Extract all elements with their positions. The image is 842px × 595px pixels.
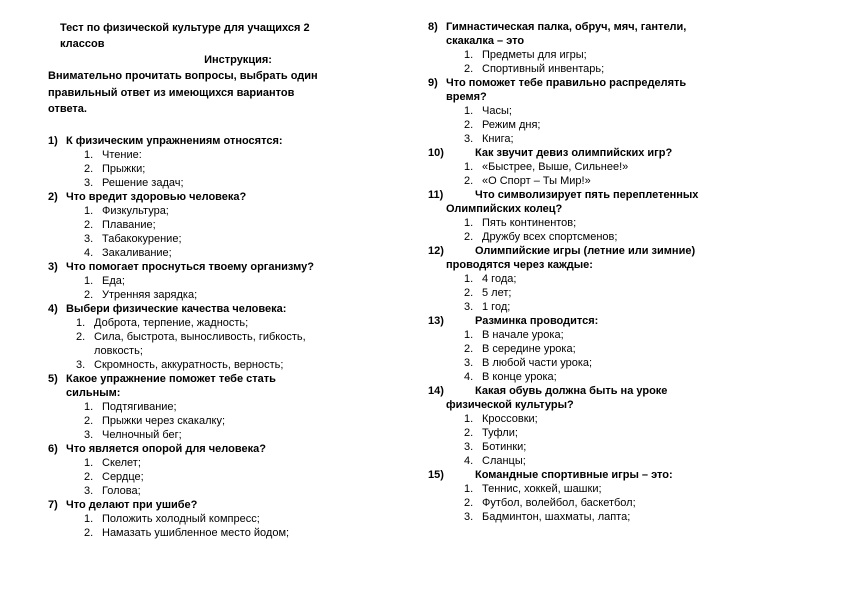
- question-block: [48, 302, 408, 372]
- question-text: Гимнастическая палка, обруч, мяч, гантели,: [446, 21, 687, 33]
- answer-number: 3.: [464, 357, 474, 369]
- question-number: 9): [428, 77, 438, 89]
- question-block: [48, 498, 408, 540]
- question-block: [48, 442, 408, 498]
- question-text-line: [48, 302, 408, 316]
- answer-text: Челночный бег;: [102, 428, 182, 441]
- answer-number: 1.: [464, 483, 474, 495]
- answer-number: 2.: [464, 119, 474, 131]
- question-text: К физическим упражнениям относятся:: [66, 134, 283, 147]
- answer-option: [48, 148, 408, 162]
- answer-number: 1.: [464, 217, 474, 229]
- answer-text: Еда;: [102, 274, 125, 287]
- answer-option: [48, 162, 408, 176]
- questions-list-right: [428, 20, 798, 524]
- answer-option: [428, 300, 798, 314]
- answer-text: Сланцы;: [482, 455, 526, 467]
- question-number: 5): [48, 372, 58, 385]
- answer-option: [48, 316, 408, 330]
- answer-number: 3.: [84, 176, 94, 189]
- answer-number: 3.: [464, 511, 474, 523]
- answer-number: 1.: [464, 49, 474, 61]
- answer-option: [428, 370, 798, 384]
- question-text-line: [48, 190, 408, 204]
- answer-text: Сердце;: [102, 470, 144, 483]
- question-text-line: [428, 398, 798, 412]
- question-block: [48, 260, 408, 302]
- answer-number: 1.: [84, 512, 94, 525]
- questions-list-left: [48, 134, 408, 540]
- question-text-line: [428, 468, 798, 482]
- question-block: [428, 146, 798, 188]
- answer-number: 2.: [464, 497, 474, 509]
- question-number: 3): [48, 260, 58, 273]
- question-number: 13): [428, 315, 444, 327]
- answer-text: Плавание;: [102, 218, 156, 231]
- answer-text: Пять континентов;: [482, 217, 577, 229]
- answer-text: 1 год;: [482, 301, 511, 313]
- answer-number: 1.: [464, 329, 474, 341]
- answer-number: 1.: [84, 456, 94, 469]
- answer-text: Голова;: [102, 484, 141, 497]
- answer-option: [48, 526, 408, 540]
- answer-text: Предметы для игры;: [482, 49, 587, 61]
- answer-option: [428, 510, 798, 524]
- question-text-line: [428, 90, 798, 104]
- question-text-line: [428, 34, 798, 48]
- answer-number: 1.: [464, 105, 474, 117]
- question-text-line: [48, 134, 408, 148]
- answer-option: [428, 48, 798, 62]
- question-number: 4): [48, 302, 58, 315]
- question-text: проводятся через каждые:: [446, 259, 593, 271]
- answer-option: [48, 456, 408, 470]
- question-block: [428, 314, 798, 384]
- answer-number: 3.: [464, 441, 474, 453]
- answer-text: Физкультура;: [102, 204, 169, 217]
- answer-number: 4.: [464, 371, 474, 383]
- document-title-line-1: Тест по физической культуре для учащихся 2: [60, 22, 310, 34]
- question-text: скакалка – это: [446, 35, 525, 47]
- answer-number: 1.: [76, 316, 86, 329]
- instruction-heading: Инструкция:: [204, 54, 272, 66]
- answer-text: Намазать ушибленное место йодом;: [102, 526, 290, 539]
- question-text-line: [48, 372, 408, 386]
- question-text-line: [48, 386, 408, 400]
- answer-option: [428, 216, 798, 230]
- question-block: [48, 190, 408, 260]
- question-block: [428, 244, 798, 314]
- answer-option: [428, 160, 798, 174]
- answer-option: [428, 286, 798, 300]
- answer-text: В начале урока;: [482, 329, 564, 341]
- answer-option: [48, 400, 408, 414]
- answer-number: 1.: [464, 413, 474, 425]
- answer-option: [48, 218, 408, 232]
- answer-text: Утренняя зарядка;: [102, 288, 198, 301]
- answer-number: 2.: [464, 63, 474, 75]
- question-text: Что символизирует пять переплетенных: [475, 189, 699, 201]
- question-text-line: [428, 146, 798, 160]
- answer-option: [48, 232, 408, 246]
- answer-number: 3.: [84, 484, 94, 497]
- question-block: [428, 468, 798, 524]
- answer-text: Спортивный инвентарь;: [482, 63, 605, 75]
- answer-text: В середине урока;: [482, 343, 576, 355]
- question-text: Что помогает проснуться твоему организму?: [66, 260, 314, 273]
- answer-option: [428, 328, 798, 342]
- answer-text: В конце урока;: [482, 371, 557, 383]
- question-text-line: [48, 260, 408, 274]
- question-number: 2): [48, 190, 58, 203]
- answer-option: [48, 288, 408, 302]
- answer-option: [428, 174, 798, 188]
- left-column: [48, 20, 408, 540]
- answer-option: [428, 272, 798, 286]
- answer-number: 2.: [84, 470, 94, 483]
- answer-option: [48, 470, 408, 484]
- answer-text: «Быстрее, Выше, Сильнее!»: [482, 161, 629, 173]
- answer-option: [48, 274, 408, 288]
- question-text: физической культуры?: [446, 399, 574, 411]
- answer-text: Дружбу всех спортсменов;: [482, 231, 618, 243]
- answer-text: ловкость;: [94, 344, 143, 357]
- right-column: [428, 20, 798, 524]
- question-text-line: [428, 314, 798, 328]
- answer-option: [428, 104, 798, 118]
- question-text: Командные спортивные игры – это:: [475, 469, 673, 481]
- question-text: Выбери физические качества человека:: [66, 302, 287, 315]
- question-text: Разминка проводится:: [475, 315, 599, 327]
- question-number: 8): [428, 21, 438, 33]
- question-block: [428, 76, 798, 146]
- question-text: время?: [446, 91, 487, 103]
- answer-text: Доброта, терпение, жадность;: [94, 316, 249, 329]
- question-text: сильным:: [66, 386, 121, 399]
- instruction-line: ответа.: [48, 103, 87, 115]
- question-text-line: [428, 202, 798, 216]
- answer-text: Теннис, хоккей, шашки;: [482, 483, 602, 495]
- question-block: [428, 384, 798, 468]
- question-text-line: [428, 20, 798, 34]
- answer-number: 2.: [464, 427, 474, 439]
- answer-option: [428, 496, 798, 510]
- answer-text: 4 года;: [482, 273, 517, 285]
- answer-text: Скромность, аккуратность, верность;: [94, 358, 284, 371]
- answer-number: 1.: [464, 273, 474, 285]
- answer-text: Сила, быстрота, выносливость, гибкость,: [94, 330, 306, 343]
- answer-text: Подтягивание;: [102, 400, 177, 413]
- answer-option: [428, 230, 798, 244]
- answer-text: Прыжки;: [102, 162, 146, 175]
- answer-text: «О Спорт – Ты Мир!»: [482, 175, 591, 187]
- question-number: 12): [428, 245, 444, 257]
- answer-text: Чтение:: [102, 148, 142, 161]
- question-text: Олимпийские игры (летние или зимние): [475, 245, 696, 257]
- answer-number: 3.: [464, 301, 474, 313]
- answer-text: Решение задач;: [102, 176, 184, 189]
- answer-text: Ботинки;: [482, 441, 527, 453]
- question-block: [48, 372, 408, 442]
- question-text-line: [48, 498, 408, 512]
- answer-number: 3.: [76, 358, 86, 371]
- answer-number: 1.: [84, 400, 94, 413]
- answer-option: [428, 132, 798, 146]
- instruction-line: Внимательно прочитать вопросы, выбрать один: [48, 70, 318, 82]
- answer-text: Скелет;: [102, 456, 141, 469]
- question-text: Как звучит девиз олимпийских игр?: [475, 147, 673, 159]
- answer-number: 4.: [84, 246, 94, 259]
- answer-text: Положить холодный компресс;: [102, 512, 260, 525]
- answer-text: Режим дня;: [482, 119, 541, 131]
- answer-number: 2.: [84, 414, 94, 427]
- answer-text: 5 лет;: [482, 287, 512, 299]
- question-text: Что вредит здоровью человека?: [66, 190, 247, 203]
- answer-text: Прыжки через скакалку;: [102, 414, 225, 427]
- question-text: Что делают при ушибе?: [66, 498, 198, 511]
- question-text: Что является опорой для человека?: [66, 442, 266, 455]
- answer-option: [48, 330, 408, 344]
- answer-option: [48, 176, 408, 190]
- answer-text: Закаливание;: [102, 246, 172, 259]
- answer-option: [428, 62, 798, 76]
- answer-number: 3.: [84, 232, 94, 245]
- answer-text: Футбол, волейбол, баскетбол;: [482, 497, 636, 509]
- answer-number: 3.: [84, 428, 94, 441]
- question-text-line: [428, 384, 798, 398]
- question-text-line: [428, 258, 798, 272]
- question-block: [428, 20, 798, 76]
- answer-number: 2.: [76, 330, 86, 343]
- answer-option: [428, 342, 798, 356]
- answer-option: [428, 482, 798, 496]
- document-title-line-2: классов: [60, 38, 105, 50]
- answer-number: 1.: [84, 274, 94, 287]
- answer-option: [428, 454, 798, 468]
- answer-text: Туфли;: [482, 427, 518, 439]
- answer-option: [48, 358, 408, 372]
- question-text: Олимпийских колец?: [446, 203, 563, 215]
- answer-text: В любой части урока;: [482, 357, 593, 369]
- answer-number: 1.: [464, 161, 474, 173]
- answer-number: 2.: [464, 343, 474, 355]
- question-number: 7): [48, 498, 58, 511]
- answer-option: [428, 440, 798, 454]
- question-number: 14): [428, 385, 444, 397]
- answer-number: 2.: [464, 175, 474, 187]
- question-text-line: [48, 442, 408, 456]
- answer-option: [48, 344, 408, 358]
- question-text: Что поможет тебе правильно распределять: [446, 77, 687, 89]
- question-block: [48, 134, 408, 190]
- answer-number: 2.: [84, 526, 94, 539]
- answer-number: 2.: [464, 287, 474, 299]
- answer-option: [428, 412, 798, 426]
- spacer: [48, 118, 408, 134]
- answer-number: 2.: [84, 162, 94, 175]
- answer-text: Книга;: [482, 133, 514, 145]
- answer-number: 4.: [464, 455, 474, 467]
- answer-option: [428, 356, 798, 370]
- answer-option: [48, 428, 408, 442]
- answer-number: 1.: [84, 204, 94, 217]
- question-number: 11): [428, 189, 444, 201]
- answer-number: 1.: [84, 148, 94, 161]
- question-number: 6): [48, 442, 58, 455]
- answer-option: [48, 414, 408, 428]
- answer-option: [48, 204, 408, 218]
- question-number: 10): [428, 147, 444, 159]
- answer-text: Табакокурение;: [102, 232, 182, 245]
- answer-option: [48, 246, 408, 260]
- answer-option: [48, 484, 408, 498]
- question-number: 15): [428, 469, 444, 481]
- answer-text: Часы;: [482, 105, 512, 117]
- question-text-line: [428, 188, 798, 202]
- answer-option: [428, 426, 798, 440]
- answer-option: [428, 118, 798, 132]
- answer-text: Кроссовки;: [482, 413, 538, 425]
- question-text-line: [428, 244, 798, 258]
- answer-number: 2.: [84, 288, 94, 301]
- answer-number: 2.: [84, 218, 94, 231]
- answer-number: 3.: [464, 133, 474, 145]
- question-text: Какая обувь должна быть на уроке: [475, 385, 668, 397]
- question-text-line: [428, 76, 798, 90]
- question-text: Какое упражнение поможет тебе стать: [66, 372, 276, 385]
- answer-text: Бадминтон, шахматы, лапта;: [482, 511, 631, 523]
- answer-number: 2.: [464, 231, 474, 243]
- answer-option: [48, 512, 408, 526]
- question-number: 1): [48, 134, 58, 147]
- question-block: [428, 188, 798, 244]
- instruction-line: правильный ответ из имеющихся вариантов: [48, 86, 295, 99]
